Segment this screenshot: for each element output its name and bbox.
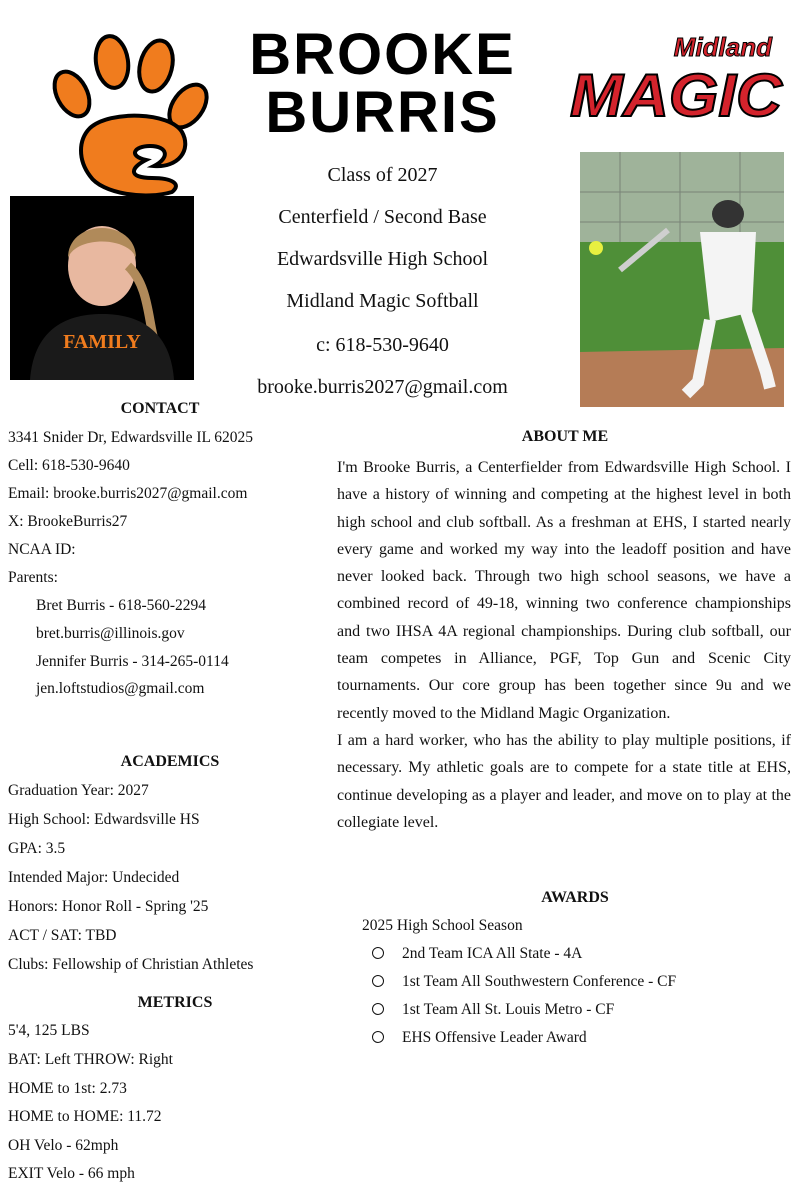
award-item — [372, 1029, 587, 1047]
email: brooke.burris2027@gmail.com — [257, 376, 508, 398]
contact-parents-label: Parents: — [8, 569, 58, 586]
metrics-exit-velo: EXIT Velo - 66 mph — [8, 1165, 135, 1182]
metrics-oh-velo: OH Velo - 62mph — [8, 1137, 119, 1154]
last-name: BURRIS — [265, 80, 500, 145]
midland-magic-logo — [566, 26, 788, 130]
parent-bret-phone: Bret Burris - 618-560-2294 — [36, 597, 207, 614]
award-item — [372, 945, 582, 963]
award-label: EHS Offensive Leader Award — [402, 1029, 587, 1046]
metrics-home-to-home: HOME to HOME: 11.72 — [8, 1108, 162, 1125]
academics-high-school: High School: Edwardsville HS — [8, 811, 200, 828]
circle-bullet-icon — [372, 975, 384, 987]
award-label: 1st Team All St. Louis Metro - CF — [402, 1001, 615, 1018]
parent-bret-email: bret.burris@illinois.gov — [36, 625, 185, 642]
logo-small-text: Midland — [673, 32, 772, 62]
positions: Centerfield / Second Base — [278, 206, 487, 228]
batting-action-photo — [580, 152, 784, 407]
award-item — [372, 1001, 614, 1019]
award-label: 1st Team All Southwestern Conference - CF — [402, 973, 677, 990]
club-team: Midland Magic Softball — [286, 290, 479, 312]
metrics-home-to-first: HOME to 1st: 2.73 — [8, 1080, 127, 1097]
academics-major: Intended Major: Undecided — [8, 869, 180, 886]
academics-clubs: Clubs: Fellowship of Christian Athletes — [8, 956, 254, 973]
circle-bullet-icon — [372, 1003, 384, 1015]
about-paragraph: I'm Brooke Burris, a Centerfielder from Edwardsville High School. I have a history of winning and competing at the highest level in both high school and club softball. As a freshman at EHS, I started nearly every game and worked my way into the leadoff position and have never looked back. Through two high school seasons, we have a combined record of 49-18, winning two conference championships and two IHSA 4A regional championships. During club softball, our team competes in Alliance, PGF, Top Gun and Scenic City tournaments. Our core group has been together since 9u and we recently moved to the Midland Magic Organization. — [337, 459, 791, 722]
shirt-text: FAMILY — [63, 331, 141, 353]
contact-email: Email: brooke.burris2027@gmail.com — [8, 485, 248, 502]
parent-jennifer-email: jen.loftstudios@gmail.com — [36, 680, 205, 697]
academics-gpa: GPA: 3.5 — [8, 840, 66, 857]
metrics-title: METRICS — [137, 994, 213, 1011]
logo-big-text: MAGIC — [570, 62, 784, 129]
awards-season: 2025 High School Season — [362, 917, 523, 934]
about-title: ABOUT ME — [521, 428, 609, 445]
contact-ncaa-id: NCAA ID: — [8, 541, 76, 558]
cell-phone: c: 618-530-9640 — [316, 334, 449, 356]
contact-cell: Cell: 618-530-9640 — [8, 457, 130, 474]
metrics-bat-throw: BAT: Left THROW: Right — [8, 1051, 173, 1068]
player-name — [230, 22, 535, 145]
metrics-height-weight: 5'4, 125 LBS — [8, 1022, 90, 1039]
about-paragraph: I am a hard worker, who has the ability to play multiple positions, if necessary. My athletic goals are to compete for a state title at EHS, continue developing as a player and leader, and move on to play at the collegiate level. — [337, 731, 791, 831]
contact-title: CONTACT — [120, 400, 200, 417]
edwardsville-tiger-paw-logo — [50, 28, 210, 198]
about-text — [337, 454, 791, 836]
academics-honors: Honors: Honor Roll - Spring '25 — [8, 898, 209, 915]
award-item — [372, 973, 676, 991]
first-name: BROOKE — [249, 22, 516, 87]
class-year: Class of 2027 — [327, 164, 438, 186]
school: Edwardsville High School — [276, 248, 489, 270]
award-label: 2nd Team ICA All State - 4A — [402, 945, 583, 962]
circle-bullet-icon — [372, 1031, 384, 1043]
academics-test-scores: ACT / SAT: TBD — [8, 927, 117, 944]
academics-title: ACADEMICS — [120, 753, 220, 770]
parent-jennifer-phone: Jennifer Burris - 314-265-0114 — [36, 653, 229, 670]
awards-title: AWARDS — [541, 889, 609, 906]
contact-x-handle: X: BrookeBurris27 — [8, 513, 128, 530]
headshot-photo — [10, 196, 194, 380]
academics-graduation-year: Graduation Year: 2027 — [8, 782, 149, 799]
contact-address: 3341 Snider Dr, Edwardsville IL 62025 — [8, 429, 254, 446]
circle-bullet-icon — [372, 947, 384, 959]
